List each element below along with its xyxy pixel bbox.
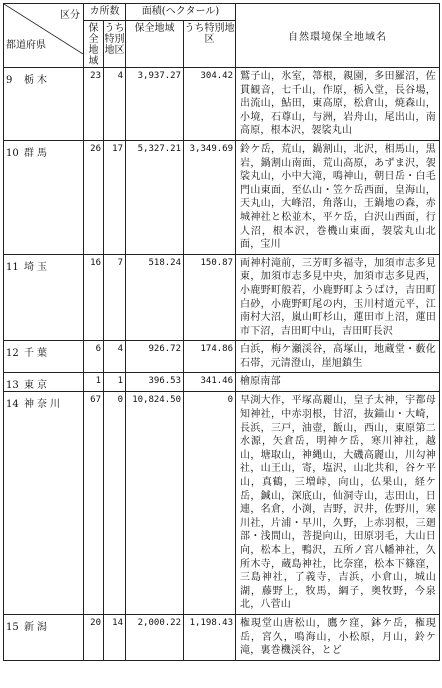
special-area-cell: 341.46 xyxy=(184,373,236,392)
count-cell: 67 xyxy=(84,392,104,615)
special-area-cell: 0 xyxy=(184,392,236,615)
special-count-cell: 0 xyxy=(104,392,126,615)
special-area-cell: 174.86 xyxy=(184,341,236,373)
area-names-cell: 鷲子山，氷室，箒根，親園，多田羅沼，佐貫観音，七千山，作原，栃入堂，長谷場，出流山，鮎田，東高原，松倉山，焼森山，小境，石尊山，与洲，岩舟山，尾出山，南高原，根本沢，袈裟丸山 xyxy=(236,68,440,141)
table-row xyxy=(4,140,440,254)
prefecture-cell xyxy=(4,392,84,615)
special-count-cell: 1 xyxy=(104,373,126,392)
row-number: 14 xyxy=(6,399,19,411)
prefecture-name: 栃木 xyxy=(24,75,50,86)
area-names-cell: 権現堂山唐松山，鷹ケ窪，鉢ケ岳，権現岳，宮久，鳴海山，小松原，月山，鈴ケ滝，裏巻機渓谷，とど xyxy=(236,614,440,660)
count-cell: 23 xyxy=(84,68,104,141)
prefecture-cell xyxy=(4,614,84,660)
special-area-header: うち特別地区 xyxy=(184,21,236,68)
prefecture-name: 千葉 xyxy=(24,348,50,360)
area-cell: 10,824.50 xyxy=(126,392,184,615)
conservation-table xyxy=(3,3,440,661)
special-count-cell: 17 xyxy=(104,140,126,254)
corner-header-cell xyxy=(4,4,84,68)
table-row xyxy=(4,68,440,141)
special-count-header: うち特別地区 xyxy=(104,21,126,68)
area-cell: 2,000.22 xyxy=(126,614,184,660)
prefecture-cell xyxy=(4,373,84,392)
prefecture-name: 群馬 xyxy=(24,147,50,159)
area-total-header: 保全地域 xyxy=(126,21,184,68)
table-row xyxy=(4,614,440,660)
count-cell: 16 xyxy=(84,254,104,341)
special-area-cell: 1,198.43 xyxy=(184,614,236,660)
special-count-cell: 4 xyxy=(104,68,126,141)
prefecture-name: 神奈川 xyxy=(24,399,63,411)
area-names-cell: 鈴ケ岳，荒山，鍋割山，北沢，相馬山，黒岩，鍋割山南面，荒山高原，あずま沢，袈裟丸山，小中大滝，鳴神山，朝日岳・白毛門山東面，至仏山・笠ケ岳西面，皇海山，天丸山，大峰沼，角落山，王鍋地の森，赤城神社と松並木，平ケ岳，白沢山西面，行人沼，根本沢，巻機山東面，袈裟丸山北面，宝川 xyxy=(236,140,440,254)
area-names-cell: 檜原南部 xyxy=(236,373,440,392)
row-number: 15 xyxy=(6,621,19,633)
area-cell: 926.72 xyxy=(126,341,184,373)
special-count-cell: 14 xyxy=(104,614,126,660)
row-number: 9 xyxy=(6,75,13,86)
special-area-cell: 3,349.69 xyxy=(184,140,236,254)
prefecture-cell xyxy=(4,341,84,373)
names-header: 自然環境保全地域名 xyxy=(236,4,440,68)
area-names-cell: 早渕大作，平塚高麗山，皇子太神，宇都母知神社，中赤羽根，甘沼，抜錨山・大崎，長浜，三戸，油壺，飯山，西山，東原第二水源，矢倉岳，明神ケ岳，寒川神社，越山，塘取山，神縄山，大磯高麗山，川勾神社，山王山，寄，塩沢，山北共和，谷ケ平山，真鶴，三増峠，向山，仏果山，経ケ岳，鍼山，深底山，仙洞寺山，志田山，日連，名倉，小渕，吉野，沢井，佐野川，寒川社，片浦・早川，久野，上赤羽根，三廻部・浅間山，菩提向山，田原羽毛，大山日向，松本上，鴨沢，五所ノ宮八幡神社，久所木寺，蔵島神社，比奈窪，松本下篠窪，三島神社，了義寺，吉浜，小倉山，城山湖，藤野上，牧馬，綱子，奥牧野，今泉北，八菅山 xyxy=(236,392,440,615)
category-label: 区分 xyxy=(60,10,80,21)
prefecture-cell xyxy=(4,68,84,141)
count-cell: 6 xyxy=(84,341,104,373)
area-cell: 5,327.21 xyxy=(126,140,184,254)
table-row xyxy=(4,341,440,373)
table-row xyxy=(4,254,440,341)
special-count-cell: 4 xyxy=(104,341,126,373)
special-area-cell: 150.87 xyxy=(184,254,236,341)
count-cell: 1 xyxy=(84,373,104,392)
count-header: カ所数 xyxy=(84,4,126,21)
special-area-cell: 304.42 xyxy=(184,68,236,141)
area-names-cell: 両神村滝前，三芳町多福寺，加須市志多見東，加須市志多見中央，加須市志多見西，小鹿野町般若，小鹿野町ようばけ，吉田町白砂，小鹿野町尾の内，玉川村道元平，江南村大沼，嵐山町杉山，蓮田市上沼，蓮田市下沼，吉田町中山，吉田町長沢 xyxy=(236,254,440,341)
prefecture-name: 埼玉 xyxy=(24,261,50,273)
area-cell: 3,937.27 xyxy=(126,68,184,141)
table-row xyxy=(4,392,440,615)
row-number: 11 xyxy=(6,261,19,273)
count-cell: 20 xyxy=(84,614,104,660)
area-cell: 518.24 xyxy=(126,254,184,341)
row-number: 12 xyxy=(6,348,19,360)
prefecture-name: 東京 xyxy=(24,380,50,392)
row-number: 10 xyxy=(6,147,19,159)
special-count-cell: 7 xyxy=(104,254,126,341)
area-cell: 396.53 xyxy=(126,373,184,392)
prefecture-name: 新潟 xyxy=(24,621,50,633)
prefecture-cell xyxy=(4,140,84,254)
count-cell: 26 xyxy=(84,140,104,254)
area-names-cell: 白浜，梅ケ瀬渓谷，高塚山，地蔵堂・藪化石帯，元清澄山，崖旭鎮生 xyxy=(236,341,440,373)
prefecture-label: 都道府県 xyxy=(6,40,46,51)
conservation-count-header: 保全地域 xyxy=(84,21,104,68)
area-header: 面積(ヘクタール) xyxy=(126,4,236,21)
prefecture-cell xyxy=(4,254,84,341)
table-row xyxy=(4,373,440,392)
row-number: 13 xyxy=(6,380,19,392)
